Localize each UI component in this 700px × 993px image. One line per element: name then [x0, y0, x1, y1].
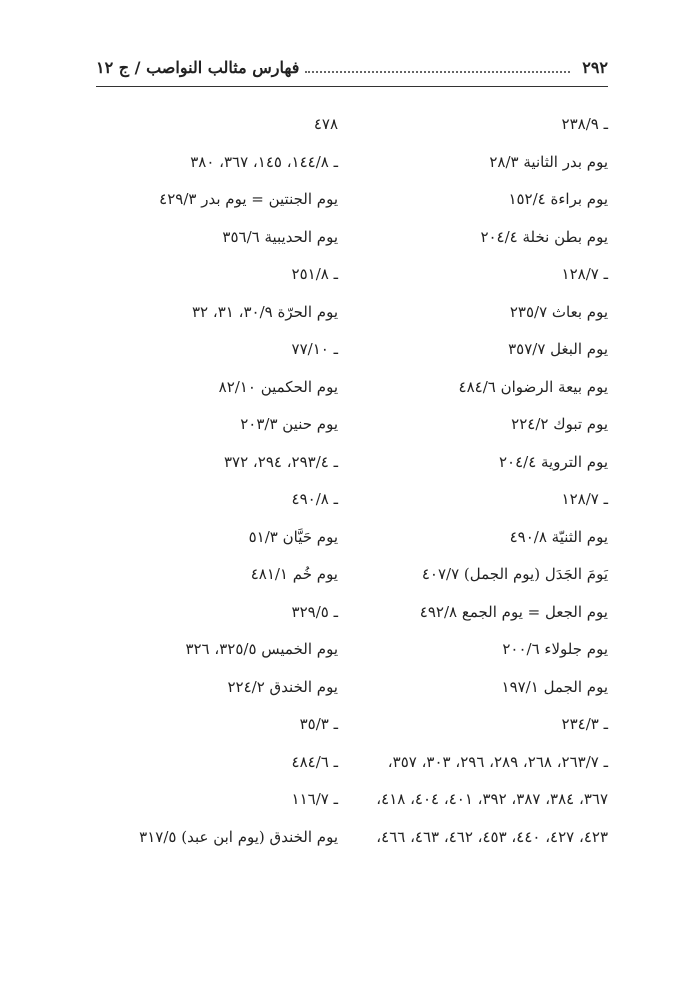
index-entry: يوم الحكمين ٨٢/١٠ [218, 377, 338, 396]
index-entry: ـ ٤٩٠/٨ [291, 490, 338, 508]
index-entry: يوم الجنتين = يوم بدر ٤٢٩/٣ [159, 190, 338, 208]
index-entry: يوم الخندق ٢٢٤/٢ [227, 677, 338, 696]
index-entry: ـ ٤٨٤/٦ [291, 752, 338, 771]
index-entry: ـ ١٢٨/٧ [561, 490, 608, 508]
index-entry: يَومَ الجَدَل (يوم الجمل) ٤٠٧/٧ [421, 565, 608, 583]
index-entry: يوم الثنيّة ٤٩٠/٨ [509, 527, 608, 546]
index-entry: يوم الجعل = يوم الجمع ٤٩٢/٨ [419, 602, 608, 621]
index-entry: يوم حنين ٢٠٣/٣ [240, 415, 338, 433]
index-entry: ٣٦٧، ٣٨٤، ٣٨٧، ٣٩٢، ٤٠١، ٤٠٤، ٤١٨، [376, 790, 608, 808]
index-entry: يوم حَيَّان ٥١/٣ [248, 527, 338, 546]
index-entry: ـ ١٢٨/٧ [561, 265, 608, 283]
index-entry: ـ ٧٧/١٠ [291, 340, 338, 358]
index-entry: ٤٧٨ [313, 115, 338, 133]
index-entry: ـ ٣٥/٣ [299, 715, 338, 733]
index-entry: يوم البغل ٣٥٧/٧ [508, 340, 608, 358]
index-entry: ٤٢٣، ٤٢٧، ٤٤٠، ٤٥٣، ٤٦٢، ٤٦٣، ٤٦٦، [376, 827, 608, 846]
index-entry: يوم الخميس ٣٢٥/٥، ٣٢٦ [185, 640, 338, 658]
index-entry: يوم خُم ٤٨١/١ [250, 565, 338, 583]
index-entry: يوم الجمل ١٩٧/١ [501, 677, 608, 696]
index-entry: ـ ١٤٤/٨، ١٤٥، ٣٦٧، ٣٨٠ [190, 152, 338, 171]
index-entry: ـ ٢٣٨/٩ [561, 115, 608, 133]
index-column-right [308, 106, 608, 856]
index-entry: يوم الحرّة ٣٠/٩، ٣١، ٣٢ [191, 302, 338, 321]
index-entry: يوم الحديبية ٣٥٦/٦ [222, 227, 338, 246]
index-entry: يوم بدر الثانية ٢٨/٣ [489, 152, 608, 171]
running-title: فهارس مثالب النواصب / ج ١٢ [96, 58, 300, 77]
index-entry: يوم تبوك ٢٢٤/٢ [511, 415, 608, 433]
index-entry: يوم التروية ٢٠٤/٤ [498, 452, 608, 471]
index-entry: ـ ٢٦٣/٧، ٢٦٨، ٢٨٩، ٢٩٦، ٣٠٣، ٣٥٧، [387, 752, 608, 771]
index-entry: يوم براءة ١٥٢/٤ [508, 190, 608, 208]
page-header [96, 58, 608, 87]
index-entry: يوم جلولاء ٢٠٠/٦ [502, 640, 608, 658]
index-entry: يوم بطن نخلة ٢٠٤/٤ [480, 227, 608, 246]
index-column-left [38, 106, 338, 856]
index-entry: يوم بعاث ٢٣٥/٧ [509, 302, 608, 321]
header-dotted-leader [305, 70, 570, 73]
index-entry: ـ ٢٥١/٨ [291, 265, 338, 283]
index-entry: ـ ٢٣٤/٣ [561, 715, 608, 733]
index-entry: ـ ٢٩٣/٤، ٢٩٤، ٣٧٢ [223, 452, 338, 471]
index-entry: ـ ٣٢٩/٥ [291, 602, 338, 621]
page-number: ٢٩٢ [582, 58, 608, 77]
index-entry: يوم بيعة الرضوان ٤٨٤/٦ [458, 377, 608, 396]
index-entry: ـ ١١٦/٧ [291, 790, 338, 808]
index-entry: يوم الخندق (يوم ابن عبد) ٣١٧/٥ [139, 827, 338, 846]
